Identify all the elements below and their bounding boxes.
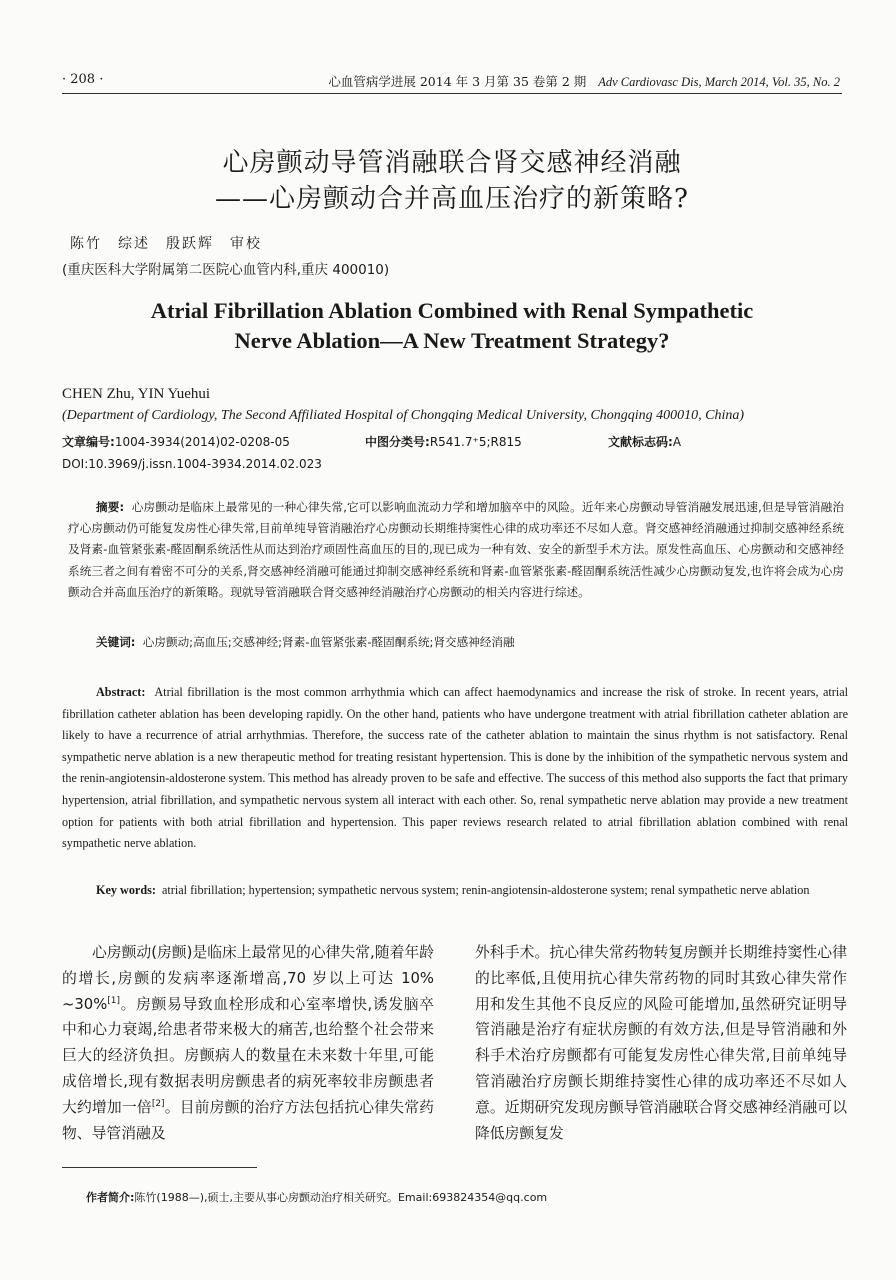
authors-zh: 陈竹 综述 殷跃辉 审校 (70, 236, 262, 252)
keywords-zh (96, 634, 515, 650)
title-zh-line2: ——心房颤动合并高血压治疗的新策略? (215, 184, 689, 214)
footnote-divider (62, 1167, 257, 1168)
journal-header (300, 72, 840, 90)
abstract-zh (68, 497, 844, 603)
page-number: · 208 · (62, 72, 104, 87)
abstract-zh-label: 摘要: (96, 500, 125, 514)
document-code (608, 433, 681, 450)
article-number-label: 文章编号: (62, 435, 115, 449)
title-en-line2: Nerve Ablation—A New Treatment Strategy? (234, 328, 670, 353)
keywords-en (62, 880, 848, 902)
keywords-zh-label: 关键词: (96, 635, 136, 649)
article-number-value: 1004-3934(2014)02-0208-05 (114, 435, 290, 449)
abstract-zh-text: 心房颤动是临床上最常见的一种心律失常,它可以影响血流动力学和增加脑卒中的风险。近年来心房颤动导管消融发展迅速,但是导管消融治疗心房颤动仍可能复发房性心律失常,目前单纯导管消融治疗心房颤动长期维持窦性心律的成功率还不尽如人意。肾交感神经消融通过抑制交感神经系统及肾素-血管紧张素-醛固酮系统活性从而达到治疗顽固性高血压的目的,现已成为一种有效、安全的新型手术方法。原发性高血压、心房颤动和交感神经系统三者之间有着密不可分的关系,肾交感神经消融可能通过抑制交感神经系统和肾素-血管紧张素-醛固酮系统活性减少心房颤动复发,也许将会成为心房颤动合并高血压治疗的新策略。现就导管消融联合肾交感神经消融治疗心房颤动的相关内容进行综述。 (68, 500, 844, 599)
title-en-line1: Atrial Fibrillation Ablation Combined with Renal Sympathetic (150, 298, 754, 323)
clc-value: R541.7⁺5;R815 (429, 435, 522, 449)
keywords-zh-text: 心房颤动;高血压;交感神经;肾素-血管紧张素-醛固酮系统;肾交感神经消融 (142, 635, 515, 649)
abstract-en-label: Abstract: (96, 685, 146, 699)
keywords-en-text: atrial fibrillation; hypertension; sympathetic nervous system; renin-angiotensin-aldosterone system; renal sympathetic nerve ablation (162, 883, 810, 897)
journal-header-zh: 心血管病学进展 2014 年 3 月第 35 卷第 2 期 (328, 74, 587, 89)
body-left-text-2: 。房颤易导致血栓形成和心室率增快,诱发脑卒中和心力衰竭,给患者带来极大的痛苦,也给整个社会带来巨大的经济负担。房颤病人的数量在未来数十年里,可能成倍增长,现有数据表明房颤患者的病死率较非房颤患者大约增加一倍 (62, 995, 434, 1116)
clc-number (365, 433, 522, 450)
abstract-en-text: Atrial fibrillation is the most common arrhythmia which can affect haemodynamics and increase the risk of stroke. In recent years, atrial fibrillation catheter ablation has been developing rapidly. On the other hand, patients who have undergone treatment with atrial fibrillation catheter ablation are likely to have a recurrence of atrial arrhythmias. Therefore, the success rate of the catheter ablation to maintain the sinus rhythm is not satisfactory. Renal sympathetic nerve ablation is a new therapeutic method for treating resistant hypertension. This is done by the inhibition of the sympathetic nervous system and the renin-angiotensin-aldosterone system. This method has already proven to be safe and effective. The success of this method also supports the fact that primary hypertension, atrial fibrillation, and sympathetic nervous system all interact with each other. So, renal sympathetic nerve ablation may provide a new treatment option for patients with both atrial fibrillation and hypertension. This paper reviews research related to atrial fibrillation ablation combined with renal sympathetic nerve ablation. (62, 685, 849, 851)
header-divider (62, 93, 842, 94)
body-column-right: 外科手术。抗心律失常药物转复房颤并长期维持窦性心律的比率低,且使用抗心律失常药物的同时其致心律失常作用和发生其他不良反应的风险可能增加,虽然研究证明导管消融是治疗有症状房颤的有效方法,但是导管消融和外科手术治疗房颤都有可能复发房性心律失常,目前单纯导管消融治疗房颤长期维持窦性心律的成功率还不尽如人意。近期研究发现房颤导管消融联合肾交感神经消融可以降低房颤复发 (475, 944, 847, 1142)
title-zh-line1: 心房颤动导管消融联合肾交感神经消融 (222, 148, 682, 178)
clc-label: 中图分类号: (365, 435, 430, 449)
citation-1: [1] (107, 995, 121, 1006)
abstract-en (62, 682, 848, 855)
footnote-text: 陈竹(1988—),硕士,主要从事心房颤动治疗相关研究。Email:693824354@qq.com (134, 1191, 548, 1204)
document-code-value: A (672, 435, 682, 449)
authors-en: CHEN Zhu, YIN Yuehui (62, 386, 211, 402)
body-left-text-1: 心房颤动(房颤)是临床上最常见的心律失常,随着年龄的增长,房颤的发病率逐渐增高,70 岁以上可达 10% ~30% (62, 944, 434, 1013)
affiliation-en: (Department of Cardiology, The Second Affiliated Hospital of Chongqing Medical University, Chongqing 400010, China) (62, 408, 745, 423)
doi: DOI:10.3969/j.issn.1004-3934.2014.02.023 (62, 457, 322, 471)
citation-2: [2] (151, 1098, 165, 1109)
body-column-left (62, 940, 434, 1146)
journal-header-en: Adv Cardiovasc Dis, March 2014, Vol. 35, No. 2 (598, 75, 840, 89)
article-number (62, 433, 290, 450)
document-code-label: 文献标志码: (608, 435, 673, 449)
body-left-text-3: 。目前房颤的治疗方法包括抗心律失常药物、导管消融及 (62, 1098, 434, 1142)
footnote-label: 作者简介: (86, 1191, 135, 1204)
affiliation-zh: (重庆医科大学附属第二医院心血管内科,重庆 400010) (62, 262, 390, 278)
keywords-en-label: Key words: (96, 883, 156, 897)
author-footnote (86, 1189, 547, 1205)
